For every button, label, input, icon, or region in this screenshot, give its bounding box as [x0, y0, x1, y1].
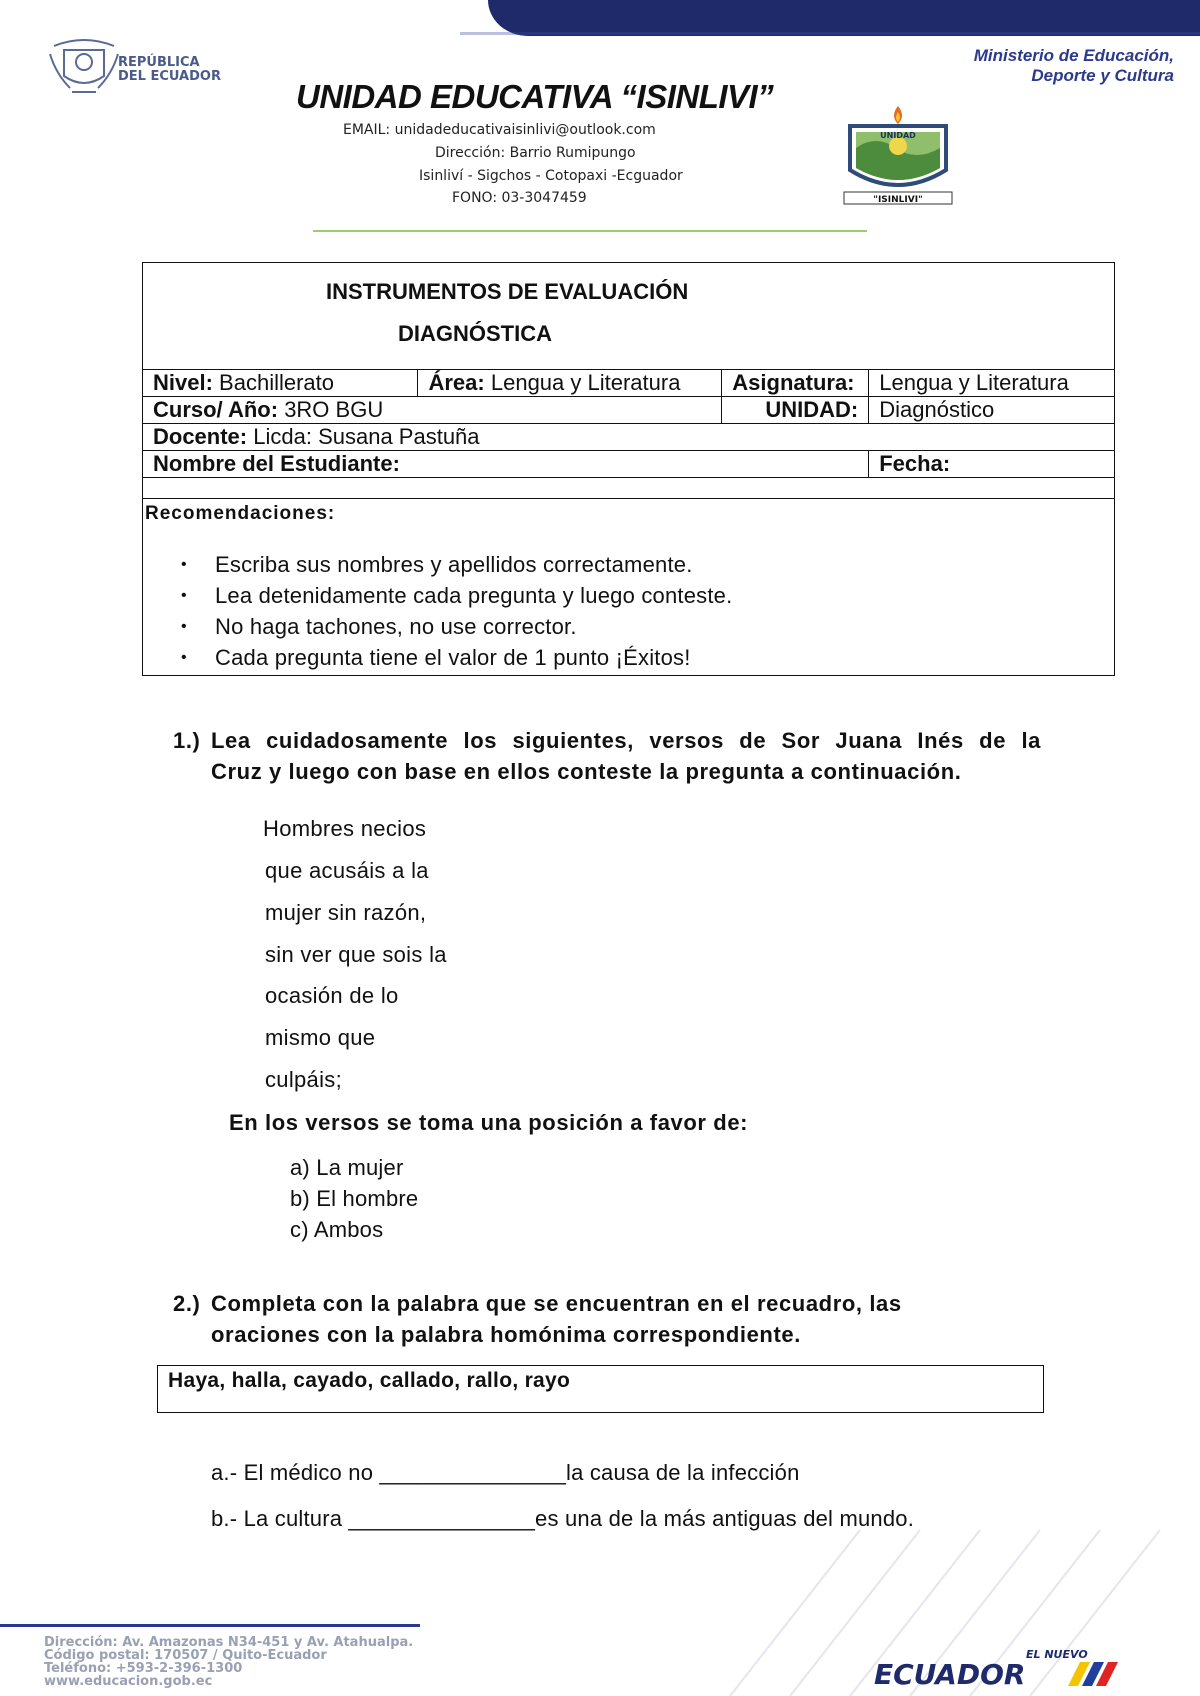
footer-web: www.educacion.gob.ec — [44, 1674, 213, 1689]
republic-line-2: DEL ECUADOR — [118, 69, 221, 84]
table-title-row — [143, 263, 1115, 370]
school-location: Isinliví - Sigchos - Cotopaxi -Ecguador — [419, 168, 683, 184]
school-phone: FONO: 03-3047459 — [452, 190, 587, 206]
answer-options — [290, 1152, 418, 1245]
estudiante-label: Nombre del Estudiante: — [153, 451, 400, 476]
footer-address: Dirección: Av. Amazonas N34-451 y Av. Atahualpa. — [44, 1635, 414, 1650]
unidad-value: Diagnóstico — [879, 397, 995, 422]
verse-line: mujer sin razón, — [265, 900, 427, 925]
verse-line: que acusáis a la — [265, 858, 429, 883]
ministry-line-1: Ministerio de Educación, — [973, 46, 1174, 65]
school-address: Dirección: Barrio Rumipungo — [435, 145, 636, 161]
footer-phone: Teléfono: +593-2-396-1300 — [44, 1661, 243, 1676]
list-item: • Lea detenidamente cada pregunta y luego conteste. — [143, 580, 1114, 611]
asignatura-value: Lengua y Literatura — [879, 370, 1069, 395]
verse-line: Hombres necios — [263, 816, 427, 841]
option-c: c) Ambos — [290, 1217, 384, 1242]
question-2-line-2: oraciones con la palabra homónima correspondiente. — [211, 1322, 801, 1347]
docente-label: Docente: — [153, 424, 248, 449]
table-row — [143, 424, 1115, 451]
verse-line: sin ver que sois la — [265, 942, 447, 967]
header-band-accent — [460, 32, 1200, 35]
nivel-label: Nivel: — [153, 370, 213, 395]
list-item: • No haga tachones, no use corrector. — [143, 611, 1114, 642]
ministry-line-2: Deporte y Cultura — [1031, 66, 1174, 85]
ecuador-brand-logo — [874, 1642, 1144, 1692]
republic-line-1: REPÚBLICA — [118, 55, 200, 70]
curso-value: 3RO BGU — [284, 397, 384, 422]
recommendations-row — [143, 499, 1115, 676]
curso-label: Curso/ Año: — [153, 397, 279, 422]
table-row — [143, 397, 1115, 424]
brand-small-text: EL NUEVO — [1026, 1648, 1088, 1661]
logo-top-text: UNIDAD — [880, 131, 916, 140]
question-1-number: 1.) — [173, 728, 201, 753]
evaluation-info-table — [142, 262, 1115, 676]
question-1-prompt: En los versos se toma una posición a favor de: — [229, 1110, 749, 1135]
school-title: UNIDAD EDUCATIVA “ISINLIVI” — [296, 78, 774, 115]
footer-contact — [44, 1636, 413, 1688]
logo-bottom-text: "ISINLIVI" — [873, 195, 923, 205]
header-band — [488, 0, 1200, 36]
unidad-label: UNIDAD: — [765, 397, 859, 422]
footer-postal: Código postal: 170507 / Quito-Ecuador — [44, 1648, 327, 1663]
table-title-line-2: DIAGNÓSTICA — [398, 321, 552, 346]
question-1-line-2: Cruz y luego con base en ellos conteste la pregunta a continuación. — [211, 759, 962, 784]
verse-line: ocasión de lo — [265, 983, 399, 1008]
word-box — [157, 1365, 1044, 1413]
table-row — [143, 451, 1115, 478]
recommendations-list — [143, 549, 1114, 673]
list-item: • Cada pregunta tiene el valor de 1 punto ¡Éxitos! — [143, 642, 1114, 673]
footer-rule — [0, 1624, 420, 1627]
table-spacer-row — [143, 478, 1115, 499]
coat-of-arms-icon — [46, 36, 122, 98]
verse-line: culpáis; — [265, 1067, 342, 1092]
table-row — [143, 370, 1115, 397]
area-label: Área: — [428, 370, 485, 395]
list-item: • Escriba sus nombres y apellidos correctamente. — [143, 549, 1114, 580]
brand-text: ECUADOR — [874, 1658, 1026, 1691]
header-divider — [313, 230, 867, 232]
asignatura-label: Asignatura: — [732, 370, 855, 395]
option-a: a) La mujer — [290, 1155, 404, 1180]
table-title-line-1: INSTRUMENTOS DE EVALUACIÓN — [326, 279, 689, 304]
school-email: EMAIL: unidadeducativaisinlivi@outlook.com — [343, 122, 656, 138]
question-2-line-1: Completa con la palabra que se encuentran en el recuadro, las — [211, 1291, 902, 1316]
ministry-label — [974, 46, 1174, 86]
recommendations-title: Recomendaciones: — [145, 503, 336, 524]
nivel-value: Bachillerato — [219, 370, 334, 395]
verse-line: mismo que — [265, 1025, 376, 1050]
area-value: Lengua y Literatura — [490, 370, 681, 395]
republic-label — [118, 56, 221, 84]
fecha-label: Fecha: — [879, 451, 951, 476]
sentence-a: a.- El médico no _______________la causa de la infección — [211, 1460, 800, 1485]
option-b: b) El hombre — [290, 1186, 419, 1211]
school-logo — [836, 104, 960, 208]
docente-value: Licda: Susana Pastuña — [253, 424, 480, 449]
question-2-number: 2.) — [173, 1291, 201, 1316]
sentence-b: b.- La cultura _______________es una de la más antiguas del mundo. — [211, 1506, 915, 1531]
question-1-line-1: Lea cuidadosamente los siguientes, versos de Sor Juana Inés de la — [211, 728, 1041, 753]
word-box-text: Haya, halla, cayado, callado, rallo, rayo — [168, 1369, 571, 1392]
